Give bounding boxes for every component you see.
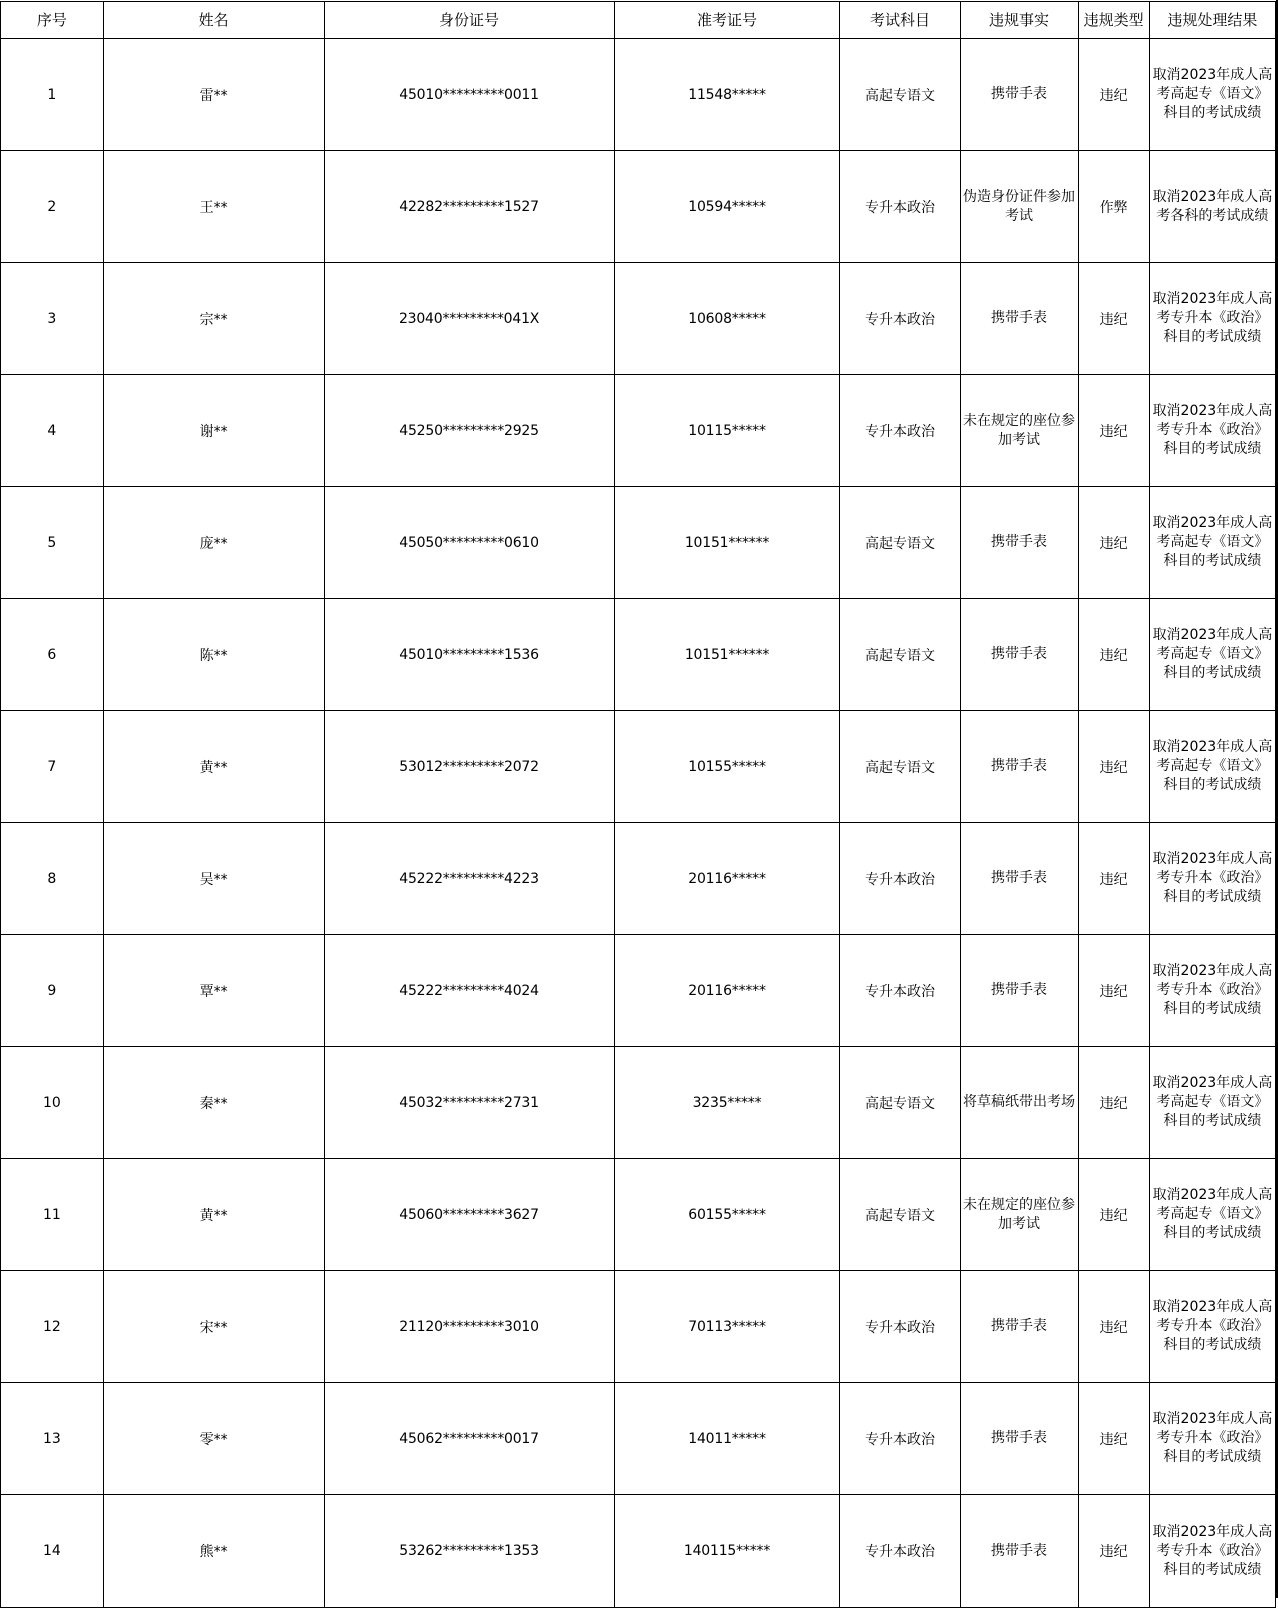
cell-index: 6 xyxy=(1,599,104,711)
cell-subject: 高起专语文 xyxy=(840,711,960,823)
cell-name: 秦** xyxy=(103,1047,324,1159)
cell-name: 零** xyxy=(103,1383,324,1495)
cell-id-number: 45222*********4024 xyxy=(324,935,614,1047)
cell-id-number: 45010*********1536 xyxy=(324,599,614,711)
table-row xyxy=(1,599,1276,711)
cell-subject: 高起专语文 xyxy=(840,599,960,711)
table-row xyxy=(1,1047,1276,1159)
cell-violation-fact: 携带手表 xyxy=(960,487,1078,599)
cell-id-number: 45050*********0610 xyxy=(324,487,614,599)
cell-name: 黄** xyxy=(103,711,324,823)
cell-subject: 专升本政治 xyxy=(840,375,960,487)
cell-result: 取消2023年成人高考专升本《政治》科目的考试成绩 xyxy=(1149,935,1275,1047)
cell-name: 黄** xyxy=(103,1159,324,1271)
cell-subject: 高起专语文 xyxy=(840,39,960,151)
cell-name: 吴** xyxy=(103,823,324,935)
cell-name: 庞** xyxy=(103,487,324,599)
cell-result: 取消2023年成人高考高起专《语文》科目的考试成绩 xyxy=(1149,1047,1275,1159)
cell-id-number: 23040*********041X xyxy=(324,263,614,375)
cell-id-number: 53012*********2072 xyxy=(324,711,614,823)
cell-violation-type: 违纪 xyxy=(1078,263,1149,375)
cell-admission-number: 60155***** xyxy=(614,1159,840,1271)
cell-index: 3 xyxy=(1,263,104,375)
cell-violation-fact: 携带手表 xyxy=(960,599,1078,711)
cell-subject: 高起专语文 xyxy=(840,1159,960,1271)
cell-violation-type: 违纪 xyxy=(1078,1383,1149,1495)
header-subject: 考试科目 xyxy=(840,2,960,39)
cell-index: 5 xyxy=(1,487,104,599)
cell-admission-number: 20116***** xyxy=(614,935,840,1047)
cell-violation-type: 违纪 xyxy=(1078,823,1149,935)
cell-admission-number: 10115***** xyxy=(614,375,840,487)
cell-admission-number: 10594***** xyxy=(614,151,840,263)
cell-id-number: 45060*********3627 xyxy=(324,1159,614,1271)
cell-violation-fact: 携带手表 xyxy=(960,1271,1078,1383)
cell-admission-number: 20116***** xyxy=(614,823,840,935)
cell-subject: 专升本政治 xyxy=(840,935,960,1047)
cell-admission-number: 3235***** xyxy=(614,1047,840,1159)
cell-violation-fact: 未在规定的座位参加考试 xyxy=(960,1159,1078,1271)
cell-violation-fact: 携带手表 xyxy=(960,711,1078,823)
cell-id-number: 42282*********1527 xyxy=(324,151,614,263)
cell-id-number: 45010*********0011 xyxy=(324,39,614,151)
table-row xyxy=(1,1495,1276,1608)
cell-index: 14 xyxy=(1,1495,104,1608)
cell-index: 10 xyxy=(1,1047,104,1159)
cell-admission-number: 14011***** xyxy=(614,1383,840,1495)
table-body xyxy=(1,39,1276,1608)
cell-id-number: 45222*********4223 xyxy=(324,823,614,935)
cell-id-number: 45250*********2925 xyxy=(324,375,614,487)
cell-name: 雷** xyxy=(103,39,324,151)
cell-violation-fact: 携带手表 xyxy=(960,39,1078,151)
cell-violation-fact: 携带手表 xyxy=(960,263,1078,375)
cell-id-number: 45032*********2731 xyxy=(324,1047,614,1159)
header-index: 序号 xyxy=(1,2,104,39)
cell-subject: 专升本政治 xyxy=(840,1271,960,1383)
cell-violation-type: 违纪 xyxy=(1078,1047,1149,1159)
cell-admission-number: 70113***** xyxy=(614,1271,840,1383)
cell-admission-number: 10155***** xyxy=(614,711,840,823)
table-row xyxy=(1,711,1276,823)
cell-subject: 专升本政治 xyxy=(840,1495,960,1608)
table-row xyxy=(1,1159,1276,1271)
cell-violation-fact: 携带手表 xyxy=(960,1495,1078,1608)
cell-admission-number: 11548***** xyxy=(614,39,840,151)
table-row xyxy=(1,1383,1276,1495)
header-admission-number: 准考证号 xyxy=(614,2,840,39)
cell-result: 取消2023年成人高考高起专《语文》科目的考试成绩 xyxy=(1149,599,1275,711)
cell-index: 11 xyxy=(1,1159,104,1271)
cell-admission-number: 10151****** xyxy=(614,599,840,711)
cell-result: 取消2023年成人高考高起专《语文》科目的考试成绩 xyxy=(1149,487,1275,599)
cell-index: 13 xyxy=(1,1383,104,1495)
cell-violation-type: 违纪 xyxy=(1078,39,1149,151)
cell-subject: 专升本政治 xyxy=(840,1383,960,1495)
cell-index: 2 xyxy=(1,151,104,263)
cell-violation-type: 违纪 xyxy=(1078,487,1149,599)
cell-index: 1 xyxy=(1,39,104,151)
cell-violation-type: 违纪 xyxy=(1078,1271,1149,1383)
cell-violation-type: 违纪 xyxy=(1078,711,1149,823)
cell-violation-fact: 携带手表 xyxy=(960,935,1078,1047)
table-row xyxy=(1,487,1276,599)
cell-id-number: 21120*********3010 xyxy=(324,1271,614,1383)
cell-name: 谢** xyxy=(103,375,324,487)
cell-violation-fact: 伪造身份证件参加考试 xyxy=(960,151,1078,263)
cell-result: 取消2023年成人高考专升本《政治》科目的考试成绩 xyxy=(1149,375,1275,487)
cell-violation-type: 违纪 xyxy=(1078,375,1149,487)
header-name: 姓名 xyxy=(103,2,324,39)
cell-result: 取消2023年成人高考专升本《政治》科目的考试成绩 xyxy=(1149,823,1275,935)
table-row xyxy=(1,263,1276,375)
cell-violation-type: 作弊 xyxy=(1078,151,1149,263)
cell-violation-fact: 携带手表 xyxy=(960,1383,1078,1495)
cell-subject: 高起专语文 xyxy=(840,1047,960,1159)
cell-result: 取消2023年成人高考高起专《语文》科目的考试成绩 xyxy=(1149,1159,1275,1271)
cell-violation-type: 违纪 xyxy=(1078,935,1149,1047)
cell-name: 宗** xyxy=(103,263,324,375)
cell-admission-number: 10608***** xyxy=(614,263,840,375)
cell-admission-number: 140115***** xyxy=(614,1495,840,1608)
cell-violation-type: 违纪 xyxy=(1078,599,1149,711)
cell-admission-number: 10151****** xyxy=(614,487,840,599)
cell-name: 覃** xyxy=(103,935,324,1047)
cell-violation-fact: 携带手表 xyxy=(960,823,1078,935)
cell-subject: 专升本政治 xyxy=(840,263,960,375)
table-row xyxy=(1,823,1276,935)
cell-result: 取消2023年成人高考各科的考试成绩 xyxy=(1149,151,1275,263)
cell-result: 取消2023年成人高考专升本《政治》科目的考试成绩 xyxy=(1149,1383,1275,1495)
header-result: 违规处理结果 xyxy=(1149,2,1275,39)
cell-name: 宋** xyxy=(103,1271,324,1383)
cell-id-number: 53262*********1353 xyxy=(324,1495,614,1608)
header-violation-fact: 违规事实 xyxy=(960,2,1078,39)
cell-result: 取消2023年成人高考专升本《政治》科目的考试成绩 xyxy=(1149,1271,1275,1383)
header-id-number: 身份证号 xyxy=(324,2,614,39)
cell-name: 王** xyxy=(103,151,324,263)
cell-index: 8 xyxy=(1,823,104,935)
cell-subject: 专升本政治 xyxy=(840,823,960,935)
cell-name: 熊** xyxy=(103,1495,324,1608)
cell-violation-fact: 将草稿纸带出考场 xyxy=(960,1047,1078,1159)
cell-violation-fact: 未在规定的座位参加考试 xyxy=(960,375,1078,487)
cell-index: 12 xyxy=(1,1271,104,1383)
cell-id-number: 45062*********0017 xyxy=(324,1383,614,1495)
cell-index: 9 xyxy=(1,935,104,1047)
header-row xyxy=(1,2,1276,39)
cell-name: 陈** xyxy=(103,599,324,711)
header-violation-type: 违规类型 xyxy=(1078,2,1149,39)
table-row xyxy=(1,935,1276,1047)
cell-index: 7 xyxy=(1,711,104,823)
table-row xyxy=(1,1271,1276,1383)
cell-result: 取消2023年成人高考高起专《语文》科目的考试成绩 xyxy=(1149,39,1275,151)
cell-result: 取消2023年成人高考专升本《政治》科目的考试成绩 xyxy=(1149,1495,1275,1608)
cell-subject: 高起专语文 xyxy=(840,487,960,599)
cell-subject: 专升本政治 xyxy=(840,151,960,263)
cell-index: 4 xyxy=(1,375,104,487)
table-row xyxy=(1,375,1276,487)
cell-result: 取消2023年成人高考专升本《政治》科目的考试成绩 xyxy=(1149,263,1275,375)
table-row xyxy=(1,39,1276,151)
cell-result: 取消2023年成人高考高起专《语文》科目的考试成绩 xyxy=(1149,711,1275,823)
cell-violation-type: 违纪 xyxy=(1078,1495,1149,1608)
violation-table xyxy=(0,1,1276,1608)
table-row xyxy=(1,151,1276,263)
cell-violation-type: 违纪 xyxy=(1078,1159,1149,1271)
